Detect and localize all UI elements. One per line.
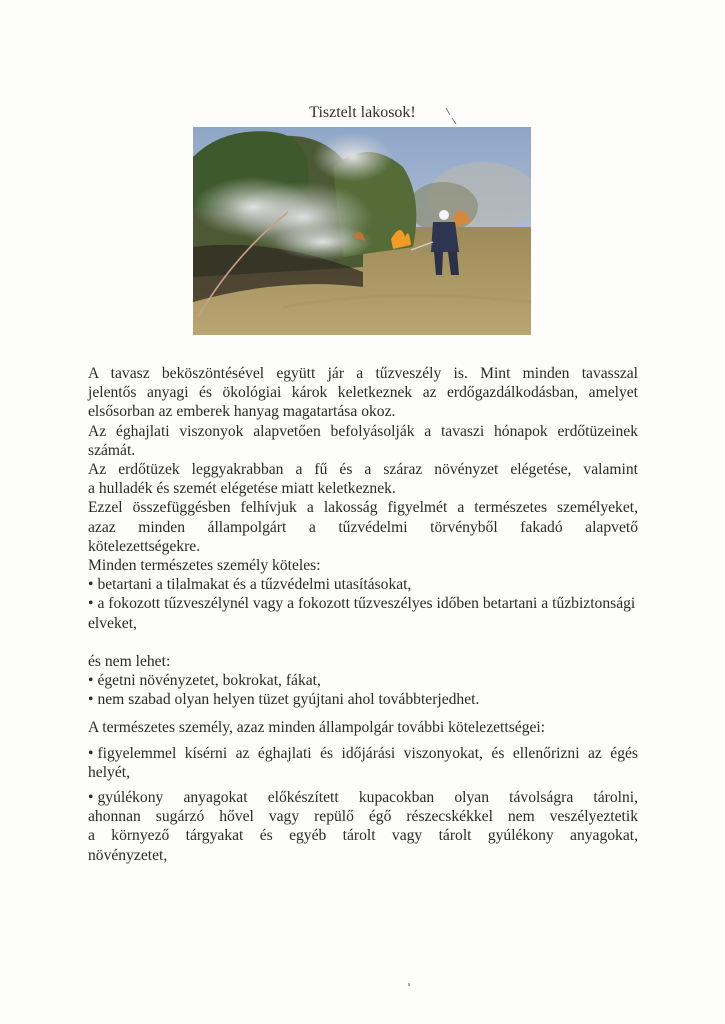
text-line: Az erdőtüzek leggyakrabban a fű és a száraz növényzet elégetése, valamint <box>88 461 638 479</box>
further-duties-section <box>88 718 638 864</box>
prohibition-text: égetni növényzetet, bokrokat, fákat, <box>97 672 321 690</box>
text-line: növényzetet, <box>88 846 168 864</box>
letter-body <box>88 364 638 865</box>
text-line: azaz minden állampolgárt a tűzvédelmi törvényből fakadó alapvető <box>88 518 638 536</box>
duty-text: a fokozott tűzveszélynél vagy a fokozott tűzveszélyes időben betartani a tűzbiztonsági elveket, <box>88 595 636 632</box>
bullet: • <box>88 744 94 762</box>
bullet: • <box>88 595 94 613</box>
paragraph-intro <box>88 364 638 422</box>
paragraph-climate <box>88 422 638 460</box>
text-line: kötelezettségekre. <box>88 537 201 555</box>
text-line: számát. <box>88 441 136 459</box>
text-line: Ezzel összefüggésben felhívjuk a lakosság figyelmét a természetes személyeket, <box>88 499 638 517</box>
text-line: helyét, <box>88 763 130 781</box>
document-title: Tisztelt lakosok! <box>309 104 416 121</box>
firefighter-illustration <box>193 127 531 335</box>
further-duties-intro: A természetes személy, azaz minden állampolgár további kötelezettségei: <box>88 719 546 737</box>
paragraph-call-to-attention <box>88 498 638 556</box>
scan-speck <box>408 983 410 986</box>
blank-line <box>88 633 638 652</box>
bullet: • <box>88 789 94 807</box>
duties-section <box>88 556 638 633</box>
prohibitions-intro: és nem lehet: <box>88 652 171 670</box>
text-line: A tavasz beköszöntésével együtt jár a tűzveszély is. Mint minden tavasszal <box>88 365 638 382</box>
duty-text: betartani a tilalmakat és a tűzvédelmi utasításokat, <box>97 576 412 594</box>
bullet: • <box>88 672 94 690</box>
text-line: Az éghajlati viszonyok alapvetően befolyásolják a tavaszi hónapok erdőtüzeinek <box>88 422 638 440</box>
text-line <box>88 788 638 807</box>
scan-artifact-mark <box>444 106 458 126</box>
further-duty-item <box>88 744 638 782</box>
text-line <box>88 744 638 763</box>
text-line: elsősorban az emberek hanyag magatartása okoz. <box>88 403 396 421</box>
text-line: ahonnan sugárzó hővel vagy repülő égő részecskékkel nem veszélyeztetik <box>88 808 638 826</box>
prohibition-text: nem szabad olyan helyen tüzet gyújtani ahol továbbterjedhet. <box>97 691 480 709</box>
prohibition-item <box>88 671 638 690</box>
text-line: a hulladék és szemét elégetése miatt keletkeznek. <box>88 480 396 498</box>
further-duty-text: gyúlékony anyagokat előkészített kupacokban olyan távolságra tárolni, <box>97 789 638 807</box>
further-duty-text: figyelemmel kísérni az éghajlati és időjárási viszonyokat, és ellenőrizni az égés <box>97 744 638 762</box>
paragraph-causes <box>88 460 638 498</box>
text-line: jelentős anyagi és ökológiai károk keletkeznek az erdőgazdálkodásban, amelyet <box>88 384 638 402</box>
prohibitions-section <box>88 652 638 710</box>
duties-intro: Minden természetes személy köteles: <box>88 557 321 575</box>
text-line: a környező tárgyakat és egyéb tárolt vagy tárolt gyúlékony anyagokat, <box>88 827 638 845</box>
bullet: • <box>88 691 94 709</box>
prohibition-item <box>88 690 638 709</box>
further-duty-item <box>88 788 638 865</box>
duty-item <box>88 594 638 632</box>
duty-item <box>88 575 638 594</box>
wildfire-photo <box>193 127 531 335</box>
bullet: • <box>88 576 94 594</box>
